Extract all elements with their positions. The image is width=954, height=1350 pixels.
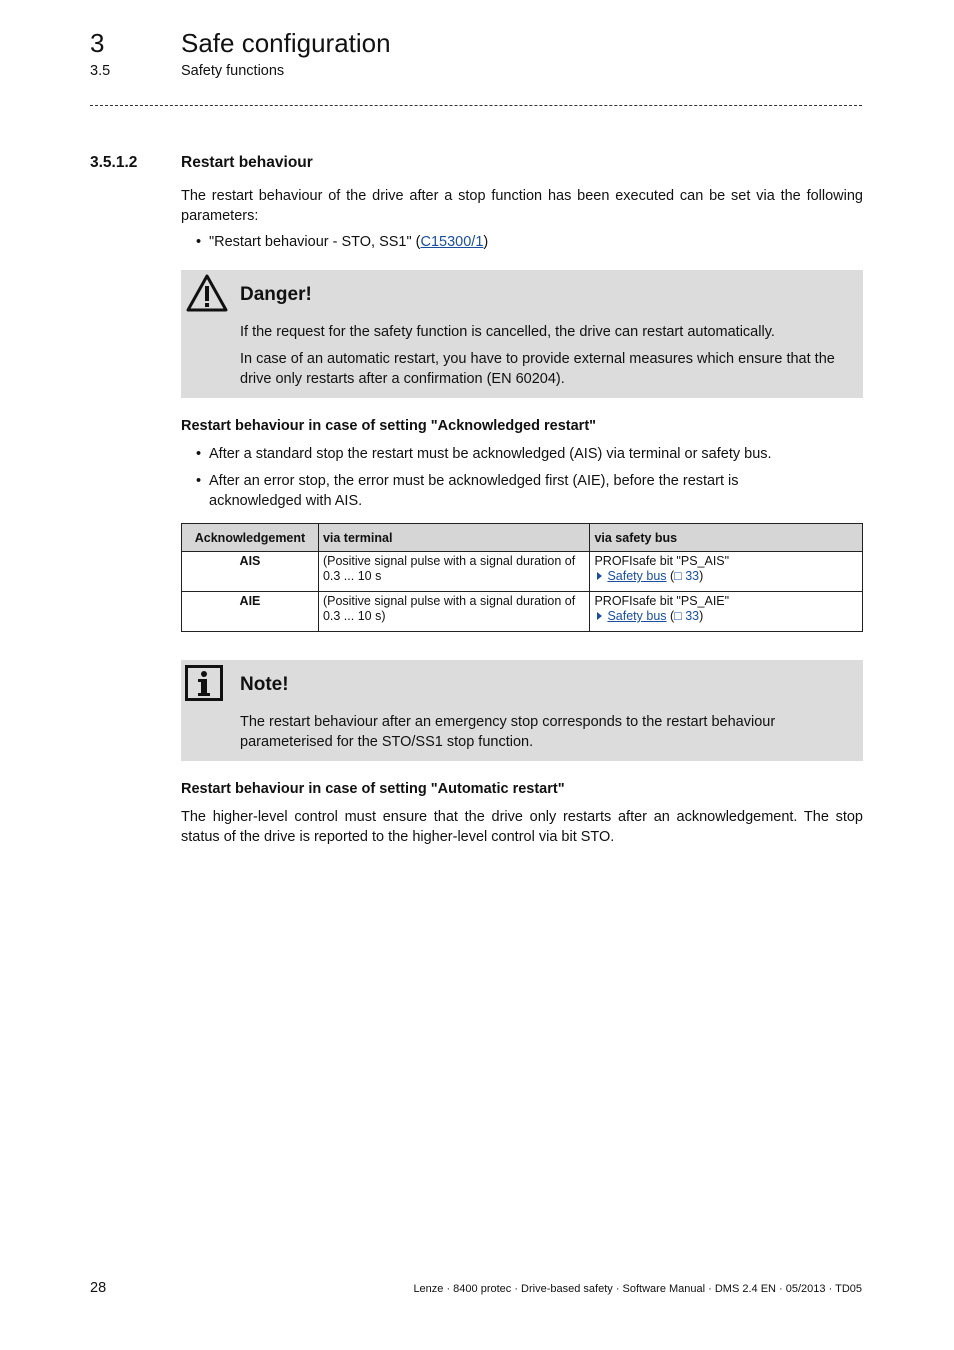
terminal-cell: (Positive signal pulse with a signal duration of 0.3 ... 10 s — [318, 552, 590, 592]
section-number: 3.5 — [90, 63, 111, 79]
note-box — [181, 660, 863, 761]
chapter-number: 3 — [90, 28, 105, 58]
auto-heading: Restart behaviour in case of setting "Automatic restart" — [181, 781, 565, 797]
safety-bus-link[interactable]: Safety bus — [607, 569, 667, 583]
auto-paragraph: The higher-level control must ensure that the drive only restarts after an acknowledgement. The stop status of the drive is reported to the higher-level control via bit STO. — [181, 809, 863, 845]
table-header: via terminal — [318, 524, 590, 552]
link-arrow-icon — [597, 572, 602, 580]
danger-text-1: If the request for the safety function is cancelled, the drive can restart automatically. — [240, 324, 775, 340]
subsection-number: 3.5.1.2 — [90, 154, 138, 171]
page-ref-link[interactable]: □ 33 — [674, 569, 700, 583]
danger-box — [181, 270, 863, 398]
ack-heading: Restart behaviour in case of setting "Acknowledged restart" — [181, 418, 597, 434]
acknowledgement-table — [181, 523, 863, 632]
danger-title: Danger! — [240, 284, 312, 305]
intro-paragraph: The restart behaviour of the drive after a stop function has been executed can be set via the following parameters: — [181, 188, 863, 224]
ack-cell: AIE — [182, 592, 319, 632]
warning-triangle-icon — [186, 274, 228, 312]
terminal-cell: (Positive signal pulse with a signal duration of 0.3 ... 10 s) — [318, 592, 590, 632]
ack-cell: AIS — [182, 552, 319, 592]
parameter-link[interactable]: C15300/1 — [420, 234, 484, 250]
footer-text: Lenze · 8400 protec · Drive-based safety · Software Manual · DMS 2.4 EN · 05/2013 · TD05 — [413, 1283, 862, 1295]
note-title: Note! — [240, 674, 289, 695]
note-text: The restart behaviour after an emergency stop corresponds to the restart behaviour parameterised for the STO/SS1 stop function. — [240, 714, 776, 750]
table-header: via safety bus — [590, 524, 863, 552]
link-arrow-icon — [597, 612, 602, 620]
page-number: 28 — [90, 1280, 107, 1296]
danger-text-2: In case of an automatic restart, you have to provide external measures which ensure that the drive only restarts after a confirmation (EN 60204). — [240, 351, 835, 387]
table-row — [182, 592, 863, 632]
section-title: Safety functions — [181, 63, 285, 79]
info-icon — [185, 665, 223, 701]
chapter-title: Safe configuration — [181, 28, 391, 58]
subsection-title: Restart behaviour — [181, 154, 313, 171]
table-header-row — [182, 524, 863, 552]
header-divider — [90, 105, 862, 106]
bus-cell: PROFIsafe bit "PS_AIE" Safety bus (□ 33) — [590, 592, 863, 632]
page-ref-link[interactable]: □ 33 — [674, 609, 700, 623]
safety-bus-link[interactable]: Safety bus — [607, 609, 667, 623]
table-header: Acknowledgement — [182, 524, 319, 552]
table-row — [182, 552, 863, 592]
bus-cell: PROFIsafe bit "PS_AIS" Safety bus (□ 33) — [590, 552, 863, 592]
